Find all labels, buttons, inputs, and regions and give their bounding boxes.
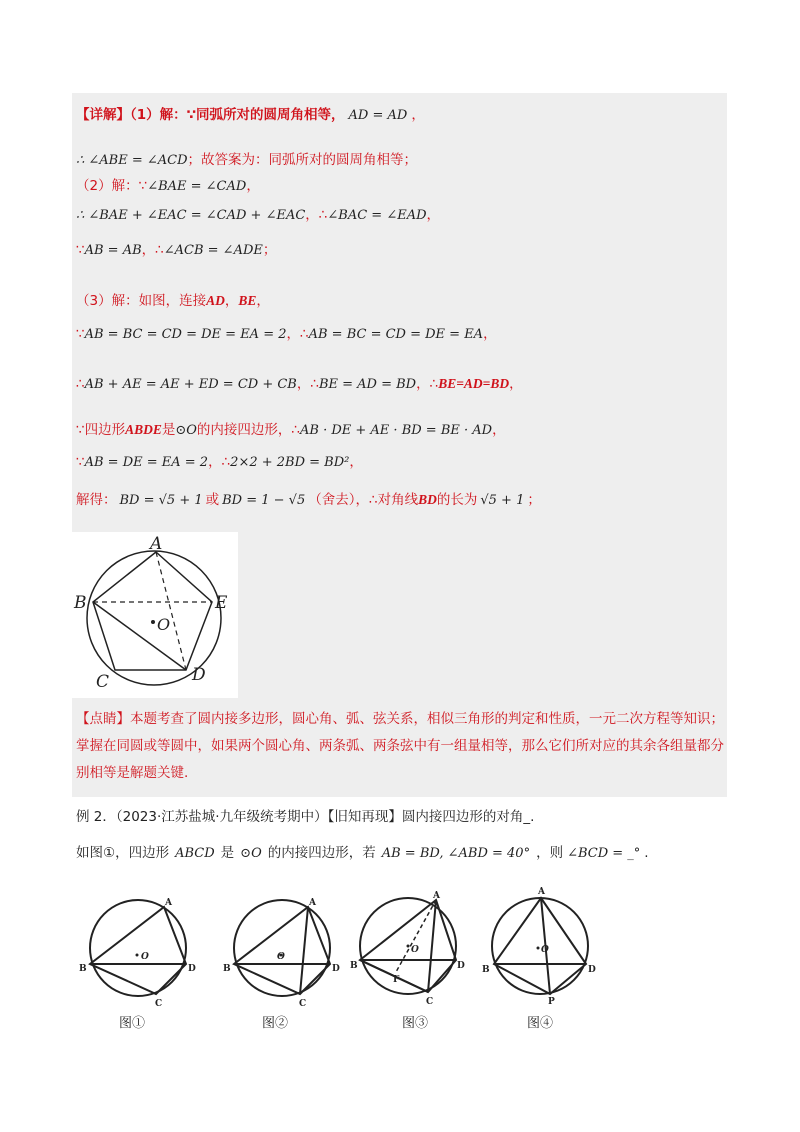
example-line-2: 如图①，四边形 ABCD 是 ⊙O 的内接四边形，若 AB = BD, ∠ABD = 40° ，则 ∠BCD = _° .: [76, 845, 649, 861]
svg-text:B: B: [79, 964, 87, 974]
svg-text:D: D: [188, 964, 196, 974]
example-line-1: 例 2．（2023·江苏盐城·九年级统考期中）【旧知再现】圆内接四边形的对角_.: [76, 809, 535, 825]
solution-line-9: ∵四边形ABDE是⊙O的内接四边形，∴AB · DE + AE · BD = BE · AD，: [76, 422, 506, 438]
figure-2: [222, 886, 342, 1008]
svg-text:A: A: [309, 898, 316, 908]
svg-text:B: B: [350, 961, 358, 971]
caption-figure-4: 图④: [527, 1015, 554, 1030]
solution-line-1: 【详解】（1）解：∵同弧所对的圆周角相等， AD = AD ，: [76, 107, 425, 123]
solution-line-5: ∵AB = AB，∴∠ACB = ∠ADE；: [76, 242, 277, 258]
label-c: C: [96, 672, 110, 692]
solution-line-4: ∴ ∠BAE + ∠EAC = ∠CAD + ∠EAC，∴∠BAC = ∠EAD，: [76, 207, 441, 223]
figure-3: [346, 886, 468, 1008]
caption-figure-3: 图③: [402, 1015, 429, 1030]
solution-line-7: ∵AB = BC = CD = DE = EA = 2，∴AB = BC = CD = DE = EA，: [76, 326, 497, 342]
label-b: B: [74, 593, 87, 613]
label-e: E: [215, 593, 228, 613]
svg-text:B: B: [223, 964, 231, 974]
svg-text:F: F: [393, 975, 400, 985]
solution-line-11: 解得： BD = √5 + 1 或 BD = 1 − √5 （舍去），∴对角线BD的长为 √5 + 1 ；: [76, 492, 541, 508]
solution-line-6: （3）解：如图，连接AD，BE，: [76, 293, 270, 309]
label-o: O: [157, 615, 171, 634]
svg-text:A: A: [538, 887, 545, 897]
solution-line-2: ∴ ∠ABE = ∠ACD；故答案为：同弧所对的圆周角相等；: [76, 152, 418, 168]
figure-4: [478, 884, 600, 1008]
svg-text:A: A: [165, 898, 172, 908]
svg-text:P: P: [548, 997, 555, 1007]
svg-text:D: D: [588, 965, 596, 975]
svg-text:O: O: [141, 952, 149, 962]
svg-text:C: C: [426, 997, 434, 1007]
svg-text:C: C: [299, 999, 307, 1008]
label-a: A: [150, 534, 163, 554]
svg-text:O: O: [277, 952, 285, 962]
svg-text:C: C: [155, 999, 163, 1008]
figure-1: [78, 886, 198, 1008]
solution-line-8: ∴AB + AE = AE + ED = CD + CB，∴BE = AD = BD，∴BE=AD=BD，: [76, 376, 523, 392]
caption-figure-2: 图②: [262, 1015, 289, 1030]
solution-line-3: （2）解：∵∠BAE = ∠CAD，: [76, 178, 260, 194]
caption-figure-1: 图①: [119, 1015, 146, 1030]
svg-text:B: B: [482, 965, 490, 975]
pentagon-figure: [72, 532, 238, 698]
svg-text:O: O: [541, 945, 549, 955]
label-d: D: [192, 665, 206, 685]
center-dot: [151, 620, 155, 624]
svg-text:A: A: [433, 891, 440, 901]
svg-text:O: O: [411, 945, 419, 955]
comment-paragraph: 【点睛】本题考查了圆内接多边形，圆心角、弧、弦关系，相似三角形的判定和性质，一元二次方程等知识；掌握在同圆或等圆中，如果两个圆心角、两条弧、两条弦中有一组量相等，那么它们所对应的其余各组量都分别相等是解题关键.: [76, 711, 724, 781]
svg-text:D: D: [332, 964, 340, 974]
solution-line-10: ∵AB = DE = EA = 2，∴2×2 + 2BD = BD²，: [76, 454, 363, 470]
svg-text:D: D: [457, 961, 465, 971]
